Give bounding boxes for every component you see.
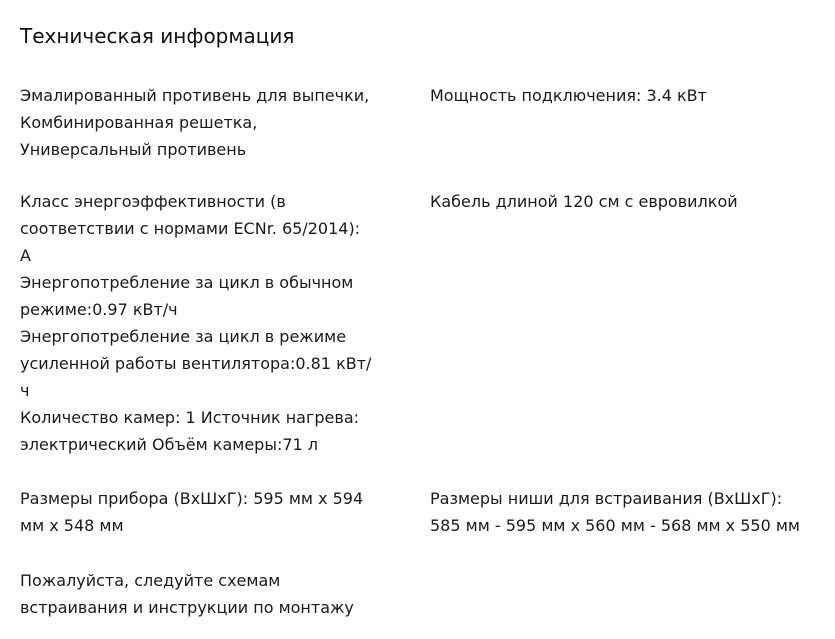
section-title: Техническая информация bbox=[20, 24, 295, 48]
spec-cable: Кабель длиной 120 см с евровилкой bbox=[430, 192, 738, 211]
spec-energy-class: Класс энергоэффективности (в соответствии с нормами ECNr. 65/2014): А Энергопотребление за цикл в обычном режиме:0.97 кВт/ч Энергопотребление за цикл в режиме усиленной работы вентилятора:0.81 кВт/ ч Количество камер: 1 Источник нагрева: электрический Объём камеры:71 л bbox=[20, 192, 372, 454]
spec-connection-power: Мощность подключения: 3.4 кВт bbox=[430, 86, 707, 105]
spec-installation-note: Пожалуйста, следуйте схемам встраивания и инструкции по монтажу bbox=[20, 571, 354, 617]
spec-appliance-dimensions: Размеры прибора (ВхШхГ): 595 мм x 594 мм x 548 мм bbox=[20, 489, 364, 535]
spec-accessories: Эмалированный противень для выпечки, Комбинированная решетка, Универсальный противень bbox=[20, 86, 370, 159]
spec-niche-dimensions: Размеры ниши для встраивания (ВхШхГ): 585 мм - 595 мм x 560 мм - 568 мм x 550 мм bbox=[430, 489, 800, 535]
